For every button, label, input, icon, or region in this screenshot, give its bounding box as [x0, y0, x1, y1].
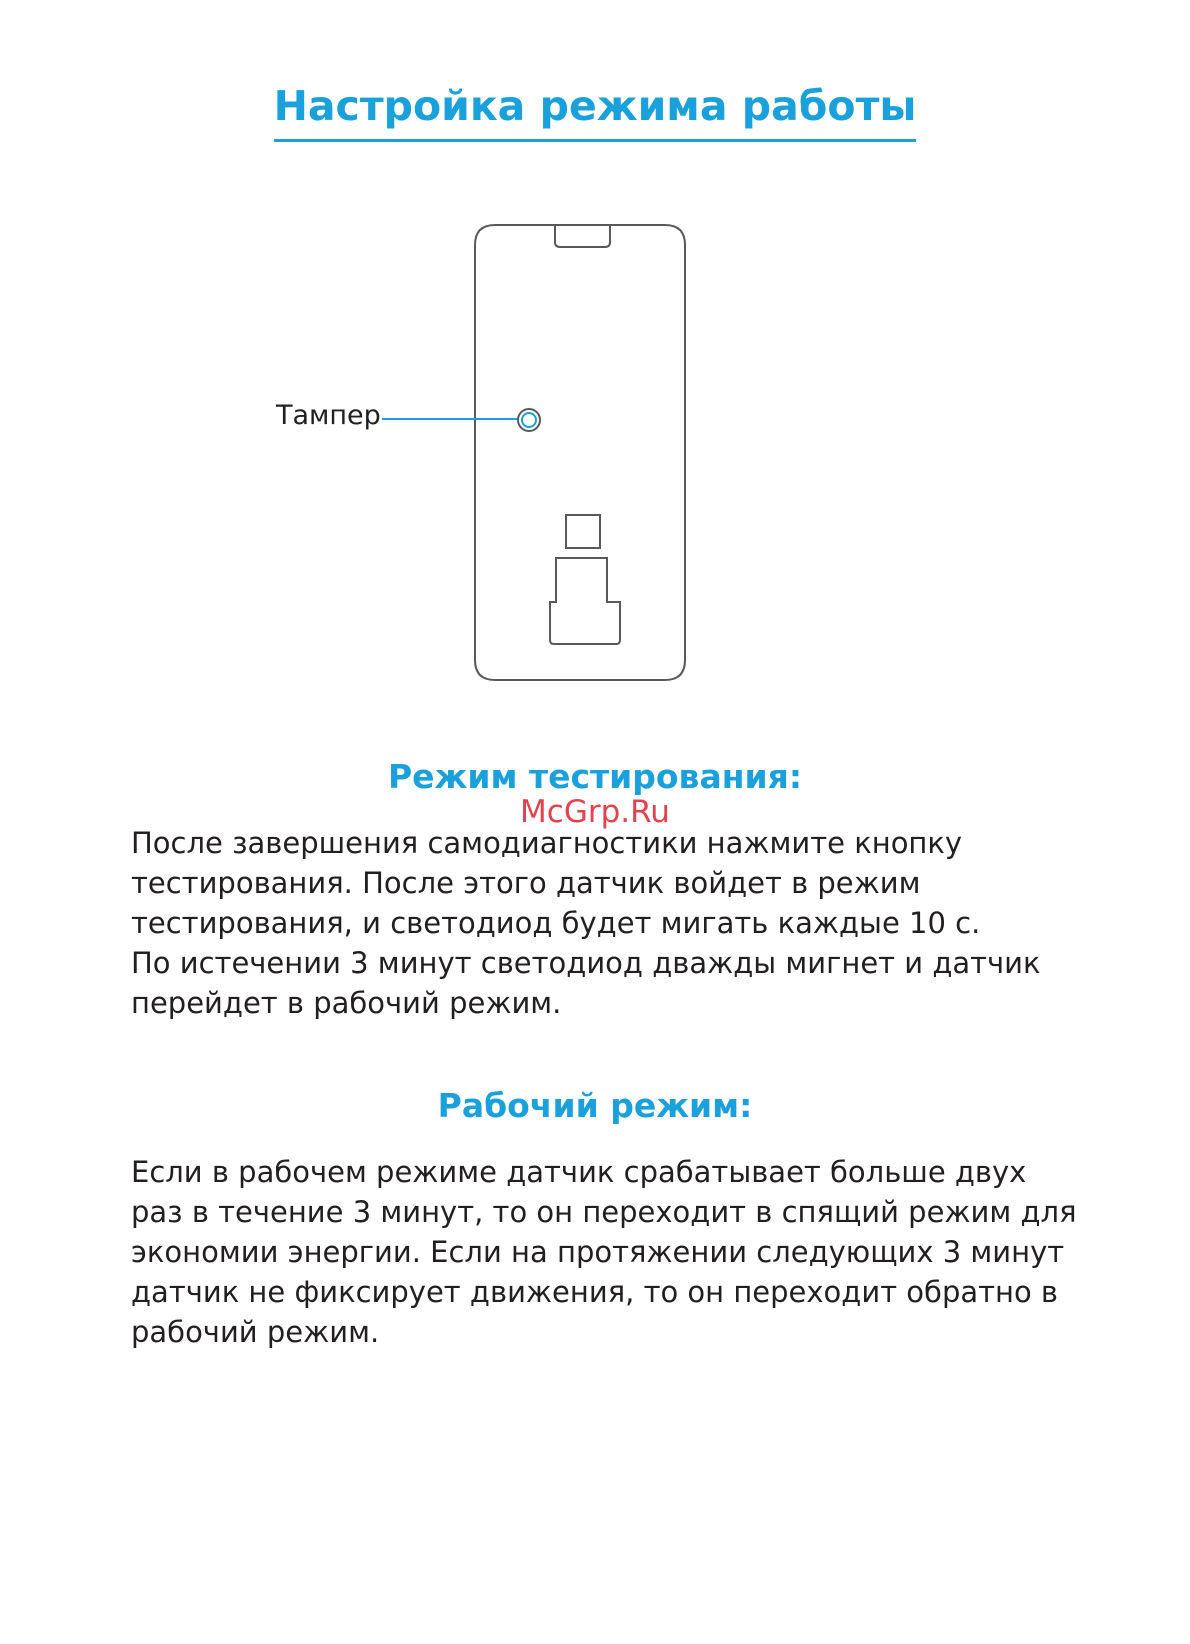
text-line: тестирования. После этого датчик войдет в режим — [131, 866, 921, 900]
tamper-label: Тампер — [276, 400, 381, 431]
device-outline-drawing — [270, 220, 730, 700]
text-line: датчик не фиксирует движения, то он переходит обратно в — [131, 1275, 1059, 1309]
tamper-button-inner-icon — [522, 413, 536, 427]
section-heading-test-mode: Режим тестирования: — [387, 757, 803, 796]
device-notch — [555, 225, 610, 247]
section-body-work-mode — [131, 1152, 1091, 1352]
connector-slot-top — [566, 515, 600, 548]
text-line: По истечении 3 минут светодиод дважды мигнет и датчик — [131, 946, 1041, 980]
device-diagram — [270, 220, 730, 700]
text-line: раз в течение 3 минут, то он переходит в спящий режим для — [131, 1195, 1077, 1229]
section-heading-work-mode: Рабочий режим: — [437, 1086, 753, 1125]
text-line: экономии энергии. Если на протяжении следующих 3 минут — [131, 1235, 1065, 1269]
connector-slot-body — [550, 558, 620, 644]
text-line: Если в рабочем режиме датчик срабатывает больше двух — [131, 1155, 1027, 1189]
section-body-test-mode — [131, 823, 1091, 1023]
page-title-text: Настройка режима работы — [274, 82, 917, 142]
text-line: тестирования, и светодиод будет мигать каждые 10 с. — [131, 906, 981, 940]
watermark: McGrp.Ru — [520, 794, 670, 830]
page-title — [0, 82, 1190, 142]
text-line: После завершения самодиагностики нажмите кнопку — [131, 826, 963, 860]
text-line: перейдет в рабочий режим. — [131, 986, 562, 1020]
device-body-outline — [475, 225, 685, 680]
text-line: рабочий режим. — [131, 1315, 380, 1349]
